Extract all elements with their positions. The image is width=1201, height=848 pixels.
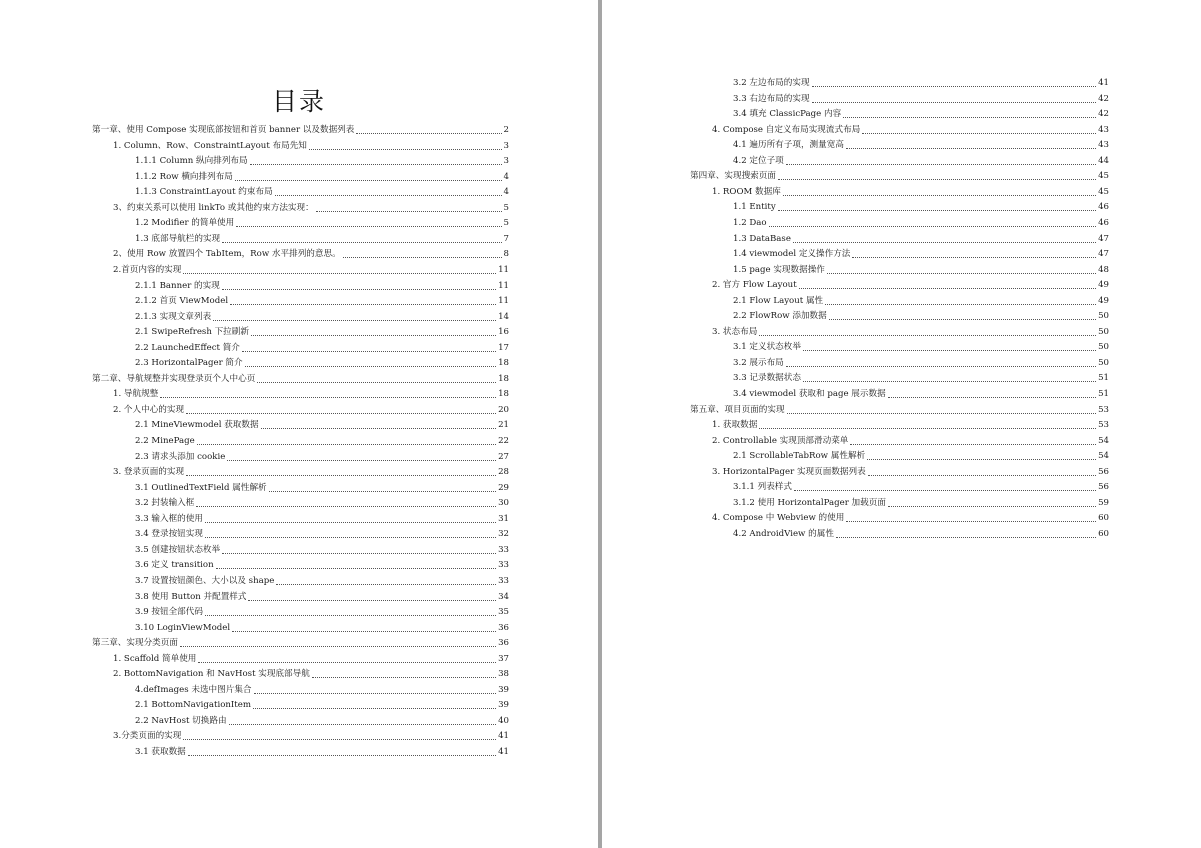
toc-entry[interactable] (135, 556, 509, 571)
toc-page-number: 41 (498, 731, 509, 742)
toc-leader-dots (222, 242, 501, 243)
toc-entry-title: 2. BottomNavigation 和 NavHost 实现底部导航 (113, 669, 310, 680)
toc-entry[interactable] (135, 619, 509, 634)
toc-entry[interactable] (712, 323, 1109, 338)
toc-page-number: 2 (503, 125, 509, 135)
toc-entry-title: 第三章、实现分类页面 (92, 638, 178, 649)
toc-entry-title: 1.3 底部导航栏的实现 (135, 233, 221, 244)
toc-page-number: 34 (498, 591, 509, 602)
toc-entry[interactable] (113, 137, 509, 152)
toc-leader-dots (786, 164, 1096, 165)
toc-page-number: 44 (1098, 155, 1109, 166)
toc-page-number: 16 (498, 327, 509, 338)
toc-entry-title: 3.7 设置按钮颜色、大小以及 shape (135, 575, 275, 586)
toc-entry[interactable] (733, 136, 1109, 151)
toc-entry[interactable] (712, 509, 1109, 524)
toc-leader-dots (257, 382, 496, 383)
toc-leader-dots (867, 459, 1096, 460)
toc-leader-dots (222, 553, 496, 554)
toc-page-number: 8 (503, 249, 509, 260)
toc-page-number: 53 (1098, 420, 1109, 431)
toc-page-number: 47 (1098, 249, 1109, 260)
toc-entry[interactable] (135, 416, 509, 431)
toc-page-number: 5 (503, 218, 509, 229)
toc-leader-dots (180, 646, 496, 647)
toc-leader-dots (230, 304, 496, 305)
toc-entry-title: 2.1.2 首页 ViewModel (135, 296, 229, 307)
toc-entry-title: 1.2 Modifier 的简单使用 (135, 218, 235, 229)
toc-leader-dots (213, 320, 496, 321)
toc-leader-dots (769, 226, 1096, 227)
toc-leader-dots (229, 724, 497, 725)
toc-entry-title: 3.分类页面的实现 (113, 731, 182, 742)
toc-page-number: 36 (498, 638, 509, 649)
toc-entry-title: 2.2 FlowRow 添加数据 (733, 311, 827, 322)
toc-leader-dots (803, 350, 1096, 351)
toc-leader-dots (803, 381, 1096, 382)
toc-leader-dots (186, 475, 496, 476)
toc-leader-dots (276, 584, 496, 585)
toc-page-number: 54 (1098, 451, 1109, 462)
toc-leader-dots (222, 289, 496, 290)
toc-entry[interactable] (135, 354, 509, 369)
toc-entry[interactable] (712, 416, 1109, 431)
document-page-right (602, 0, 1201, 848)
toc-entry-title: 3.2 展示布局 (733, 357, 784, 368)
toc-page-number: 20 (498, 404, 509, 415)
toc-entry[interactable] (733, 90, 1109, 105)
toc-entry[interactable] (135, 712, 509, 727)
toc-leader-dots (309, 149, 502, 150)
toc-leader-dots (250, 164, 502, 165)
toc-entry[interactable] (135, 696, 509, 711)
toc-entry-title: 3.3 右边布局的实现 (733, 93, 810, 104)
toc-leader-dots (254, 693, 497, 694)
toc-page-number: 5 (503, 202, 509, 213)
toc-entry-title: 2.3 HorizontalPager 简介 (135, 358, 243, 369)
toc-entry[interactable] (113, 245, 509, 260)
toc-page-number: 28 (498, 467, 509, 478)
toc-page-number: 37 (498, 653, 509, 664)
toc-entry-title: 3.6 定义 transition (135, 560, 214, 571)
toc-leader-dots (197, 444, 496, 445)
toc-leader-dots (205, 537, 496, 538)
toc-entry-title: 3.4 viewmodel 获取和 page 展示数据 (733, 389, 886, 399)
toc-entry[interactable] (733, 338, 1109, 353)
toc-leader-dots (196, 506, 496, 507)
toc-page-number: 3 (503, 156, 509, 167)
toc-page-number: 59 (1098, 497, 1109, 508)
toc-entry-title: 第二章、导航规整并实现登录页个人中心页 (92, 373, 256, 384)
toc-entry-title: 3.3 输入框的使用 (135, 513, 203, 524)
toc-entry-title: 2.1 SwipeRefresh 下拉刷新 (135, 327, 249, 338)
toc-entry-title: 4.1 遍历所有子项，测量宽高 (733, 140, 844, 151)
toc-entry-title: 3.3 记录数据状态 (733, 373, 801, 384)
toc-entry-title: 3.4 登录按钮实现 (135, 529, 203, 540)
toc-page-number: 48 (1098, 264, 1109, 275)
toc-leader-dots (205, 522, 496, 523)
toc-entry[interactable] (712, 183, 1109, 198)
toc-entry-title: 3. HorizontalPager 实现页面数据列表 (712, 466, 866, 477)
toc-leader-dots (242, 351, 496, 352)
toc-leader-dots (759, 428, 1096, 429)
toc-leader-dots (312, 677, 496, 678)
toc-page-number: 60 (1098, 528, 1109, 539)
toc-entry-title: 1.1.2 Row 横向排列布局 (135, 171, 233, 182)
toc-entry-title: 4. Compose 自定义布局实现流式布局 (712, 124, 861, 135)
toc-page-number: 18 (498, 389, 509, 400)
toc-leader-dots (783, 195, 1096, 196)
toc-entry[interactable] (733, 478, 1109, 493)
toc-page-number: 50 (1098, 311, 1109, 322)
toc-entry[interactable] (135, 214, 509, 229)
toc-page-number: 22 (498, 436, 509, 446)
toc-page-number: 18 (498, 373, 509, 384)
toc-entry-title: 4. Compose 中 Webview 的使用 (712, 513, 845, 524)
toc-entry-title: 2、使用 Row 放置四个 TabItem，Row 水平排列的意思。 (113, 249, 341, 260)
toc-entry[interactable] (135, 603, 509, 618)
toc-page-number: 4 (503, 171, 509, 182)
toc-leader-dots (269, 491, 496, 492)
toc-page-number: 53 (1098, 404, 1109, 415)
toc-entry-title: 2. 官方 Flow Layout (712, 280, 797, 291)
toc-page-number: 50 (1098, 326, 1109, 337)
toc-entry[interactable] (135, 572, 509, 587)
toc-entry-title: 4.defImages 未选中图片集合 (135, 684, 252, 695)
toc-entry[interactable] (135, 541, 509, 556)
toc-leader-dots (794, 490, 1096, 491)
toc-entry-title: 3.1 获取数据 (135, 747, 186, 757)
toc-entry-title: 3.2 左边布局的实现 (733, 78, 810, 88)
toc-entry[interactable] (733, 525, 1109, 540)
toc-entry[interactable] (712, 276, 1109, 291)
toc-page-number: 54 (1098, 435, 1109, 446)
toc-entry-title: 2.3 请求头添加 cookie (135, 451, 226, 462)
toc-page-number: 49 (1098, 295, 1109, 306)
toc-entry[interactable] (733, 198, 1109, 213)
toc-entry[interactable] (92, 370, 509, 385)
toc-entry[interactable] (113, 463, 509, 478)
toc-page-number: 43 (1098, 140, 1109, 151)
toc-entry-title: 第五章、项目页面的实现 (690, 404, 785, 415)
toc-entry-title: 1.2 Dao (733, 217, 767, 228)
toc-leader-dots (188, 755, 496, 756)
toc-page-number: 43 (1098, 124, 1109, 135)
toc-leader-dots (275, 195, 502, 196)
toc-leader-dots (248, 600, 496, 601)
toc-entry[interactable] (733, 369, 1109, 384)
document-page-left (0, 0, 598, 848)
toc-entry-title: 3.2 封装输入框 (135, 498, 195, 509)
toc-entry[interactable] (135, 230, 509, 245)
toc-leader-dots (245, 366, 496, 367)
toc-page-number: 11 (498, 296, 509, 307)
toc-entry-title: 1. 获取数据 (712, 420, 758, 431)
toc-leader-dots (343, 257, 502, 258)
toc-leader-dots (227, 460, 496, 461)
toc-entry[interactable] (135, 339, 509, 354)
toc-page-number: 32 (498, 529, 509, 540)
toc-entry[interactable] (135, 525, 509, 540)
toc-leader-dots (852, 257, 1096, 258)
toc-entry[interactable] (113, 261, 509, 276)
toc-leader-dots (799, 288, 1096, 289)
toc-entry[interactable] (113, 199, 509, 214)
toc-entry[interactable] (135, 479, 509, 494)
toc-entry[interactable] (92, 634, 509, 649)
toc-entry-title: 1.1 Entity (733, 202, 776, 213)
toc-page-number: 38 (498, 669, 509, 680)
toc-entry[interactable] (135, 183, 509, 198)
toc-entry[interactable] (733, 261, 1109, 276)
toc-entry-title: 1. ROOM 数据库 (712, 186, 781, 197)
toc-entry[interactable] (135, 152, 509, 167)
toc-entry-title: 2.1.1 Banner 的实现 (135, 280, 220, 291)
toc-entry-title: 2.2 MinePage (135, 436, 195, 446)
toc-page-number: 40 (498, 715, 509, 726)
toc-entry-title: 3.9 按钮全部代码 (135, 607, 203, 618)
toc-page-number: 33 (498, 575, 509, 586)
toc-page-number: 46 (1098, 202, 1109, 213)
toc-entry[interactable] (733, 105, 1109, 120)
toc-entry[interactable] (92, 121, 509, 136)
toc-entry[interactable] (113, 665, 509, 680)
toc-entry-title: 3. 登录页面的实现 (113, 467, 185, 478)
toc-page-number: 42 (1098, 109, 1109, 120)
toc-page-number: 56 (1098, 466, 1109, 477)
toc-leader-dots (793, 242, 1096, 243)
toc-entry[interactable] (733, 74, 1109, 89)
toc-leader-dots (862, 133, 1096, 134)
toc-entry[interactable] (113, 401, 509, 416)
toc-leader-dots (186, 413, 496, 414)
toc-page-number: 18 (498, 358, 509, 369)
toc-page-number: 39 (498, 684, 509, 695)
toc-leader-dots (786, 366, 1096, 367)
toc-leader-dots (183, 739, 496, 740)
toc-entry-title: 4.2 定位子项 (733, 155, 784, 166)
toc-page-number: 14 (498, 311, 509, 322)
toc-entry-title: 3. 状态布局 (712, 326, 758, 337)
toc-entry-title: 2. Controllable 实现顶部滑动菜单 (712, 435, 849, 446)
toc-leader-dots (205, 615, 496, 616)
toc-leader-dots (825, 304, 1096, 305)
toc-entry-title: 2.1 ScrollableTabRow 属性解析 (733, 451, 866, 462)
toc-leader-dots (812, 102, 1097, 103)
toc-leader-dots (846, 148, 1096, 149)
toc-page-number: 45 (1098, 186, 1109, 197)
toc-page-number: 50 (1098, 357, 1109, 368)
toc-entry-title: 2. 个人中心的实现 (113, 404, 185, 415)
toc-leader-dots (232, 631, 496, 632)
toc-page-number: 42 (1098, 93, 1109, 104)
toc-entry[interactable] (733, 152, 1109, 167)
toc-entry-title: 3.1 定义状态枚举 (733, 342, 801, 353)
toc-page-number: 33 (498, 544, 509, 555)
toc-page-number: 7 (503, 233, 509, 244)
toc-entry[interactable] (690, 167, 1109, 182)
toc-entry-title: 3.10 LoginViewModel (135, 622, 231, 633)
toc-page-number: 35 (498, 607, 509, 618)
toc-leader-dots (316, 211, 502, 212)
toc-entry-title: 4.2 AndroidView 的属性 (733, 528, 834, 539)
toc-page-number: 41 (1098, 78, 1109, 88)
toc-entry[interactable] (733, 494, 1109, 509)
toc-page-number: 4 (503, 187, 509, 198)
toc-entry-title: 3.1.2 使用 HorizontalPager 加载页面 (733, 497, 886, 508)
toc-leader-dots (778, 179, 1096, 180)
toc-entry[interactable] (135, 448, 509, 463)
toc-leader-dots (261, 428, 496, 429)
toc-leader-dots (812, 86, 1097, 87)
toc-entry[interactable] (135, 681, 509, 696)
toc-entry[interactable] (135, 743, 509, 758)
toc-page-number: 51 (1098, 373, 1109, 384)
toc-entry[interactable] (712, 432, 1109, 447)
toc-entry[interactable] (135, 510, 509, 525)
toc-entry[interactable] (135, 432, 509, 447)
toc-leader-dots (850, 444, 1096, 445)
toc-entry-title: 3.1.1 列表样式 (733, 482, 792, 493)
toc-leader-dots (846, 521, 1096, 522)
toc-entry-title: 1.3 DataBase (733, 233, 791, 244)
toc-entry[interactable] (135, 308, 509, 323)
toc-entry[interactable] (135, 168, 509, 183)
toc-leader-dots (198, 662, 496, 663)
toc-entry-title: 第一章、使用 Compose 实现底部按钮和首页 banner 以及数据列表 (92, 125, 355, 135)
toc-page-number: 49 (1098, 280, 1109, 291)
toc-page-number: 45 (1098, 171, 1109, 182)
toc-page-number: 3 (503, 140, 509, 151)
toc-leader-dots (888, 397, 1096, 398)
toc-leader-dots (843, 117, 1096, 118)
toc-leader-dots (235, 180, 502, 181)
toc-entry[interactable] (690, 401, 1109, 416)
toc-entry-title: 第四章、实现搜索页面 (690, 171, 776, 182)
toc-page-number: 56 (1098, 482, 1109, 493)
toc-entry-title: 3.8 使用 Button 并配置样式 (135, 591, 247, 602)
toc-page-number: 11 (498, 280, 509, 291)
toc-entry[interactable] (712, 121, 1109, 136)
toc-page-number: 46 (1098, 217, 1109, 228)
toc-entry-title: 3、约束关系可以使用 linkTo 或其他约束方法实现： (113, 202, 314, 213)
toc-page-number: 17 (498, 342, 509, 353)
toc-leader-dots (827, 273, 1096, 274)
toc-entry[interactable] (135, 292, 509, 307)
toc-page-number: 39 (498, 700, 509, 711)
toc-entry-title: 2.1 MineViewmodel 获取数据 (135, 420, 259, 431)
toc-entry-title: 3.4 填充 ClassicPage 内容 (733, 109, 842, 120)
toc-entry[interactable] (135, 494, 509, 509)
toc-page-number: 41 (498, 747, 509, 757)
toc-page-number: 50 (1098, 342, 1109, 353)
toc-entry-title: 1. Column、Row、ConstraintLayout 布局先知 (113, 140, 307, 151)
toc-entry[interactable] (733, 292, 1109, 307)
toc-entry[interactable] (733, 385, 1109, 400)
toc-entry-title: 2.1 Flow Layout 属性 (733, 295, 824, 306)
toc-leader-dots (236, 226, 501, 227)
toc-entry[interactable] (733, 354, 1109, 369)
toc-entry-title: 2.首页内容的实现 (113, 264, 182, 275)
toc-leader-dots (183, 273, 496, 274)
toc-page-number: 31 (498, 513, 509, 524)
toc-title: 目录 (271, 87, 326, 116)
toc-page-number: 27 (498, 451, 509, 462)
toc-entry[interactable] (135, 323, 509, 338)
toc-page-number: 33 (498, 560, 509, 571)
toc-entry[interactable] (712, 463, 1109, 478)
toc-leader-dots (888, 506, 1096, 507)
toc-entry-title: 2.2 NavHost 切换路由 (135, 715, 227, 726)
toc-entry-title: 2.1 BottomNavigationItem (135, 700, 251, 711)
toc-entry[interactable] (733, 245, 1109, 260)
toc-leader-dots (356, 133, 501, 134)
toc-leader-dots (836, 537, 1096, 538)
toc-entry-title: 2.1.3 实现文章列表 (135, 311, 212, 322)
toc-entry-title: 1.5 page 实现数据操作 (733, 264, 825, 275)
toc-page-number: 21 (498, 420, 509, 431)
toc-entry-title: 1. Scaffold 简单使用 (113, 653, 197, 664)
toc-leader-dots (160, 397, 496, 398)
toc-entry-title: 3.1 OutlinedTextField 属性解析 (135, 482, 267, 493)
toc-page-number: 60 (1098, 513, 1109, 524)
toc-entry-title: 2.2 LaunchedEffect 简介 (135, 342, 240, 353)
toc-page-number: 51 (1098, 389, 1109, 399)
toc-entry[interactable] (113, 650, 509, 665)
toc-entry[interactable] (733, 447, 1109, 462)
toc-entry[interactable] (113, 385, 509, 400)
toc-entry[interactable] (113, 727, 509, 742)
toc-entry-title: 3.5 创建按钮状态枚举 (135, 544, 221, 555)
toc-leader-dots (759, 335, 1096, 336)
toc-leader-dots (253, 708, 496, 709)
toc-entry[interactable] (733, 230, 1109, 245)
toc-entry[interactable] (135, 277, 509, 292)
toc-page-number: 30 (498, 498, 509, 509)
toc-leader-dots (251, 335, 496, 336)
toc-leader-dots (778, 210, 1096, 211)
toc-leader-dots (829, 319, 1096, 320)
toc-page-number: 47 (1098, 233, 1109, 244)
toc-page-number: 36 (498, 622, 509, 633)
toc-leader-dots (216, 568, 496, 569)
toc-entry-title: 1.1.3 ConstraintLayout 约束布局 (135, 187, 273, 198)
toc-page-number: 29 (498, 482, 509, 493)
toc-entry[interactable] (135, 588, 509, 603)
toc-entry[interactable] (733, 307, 1109, 322)
toc-leader-dots (787, 413, 1097, 414)
toc-entry[interactable] (733, 214, 1109, 229)
toc-page-number: 11 (498, 264, 509, 275)
toc-leader-dots (868, 475, 1096, 476)
toc-entry-title: 1. 导航规整 (113, 389, 159, 400)
toc-entry-title: 1.4 viewmodel 定义操作方法 (733, 249, 851, 260)
toc-entry-title: 1.1.1 Column 纵向排列布局 (135, 156, 248, 167)
